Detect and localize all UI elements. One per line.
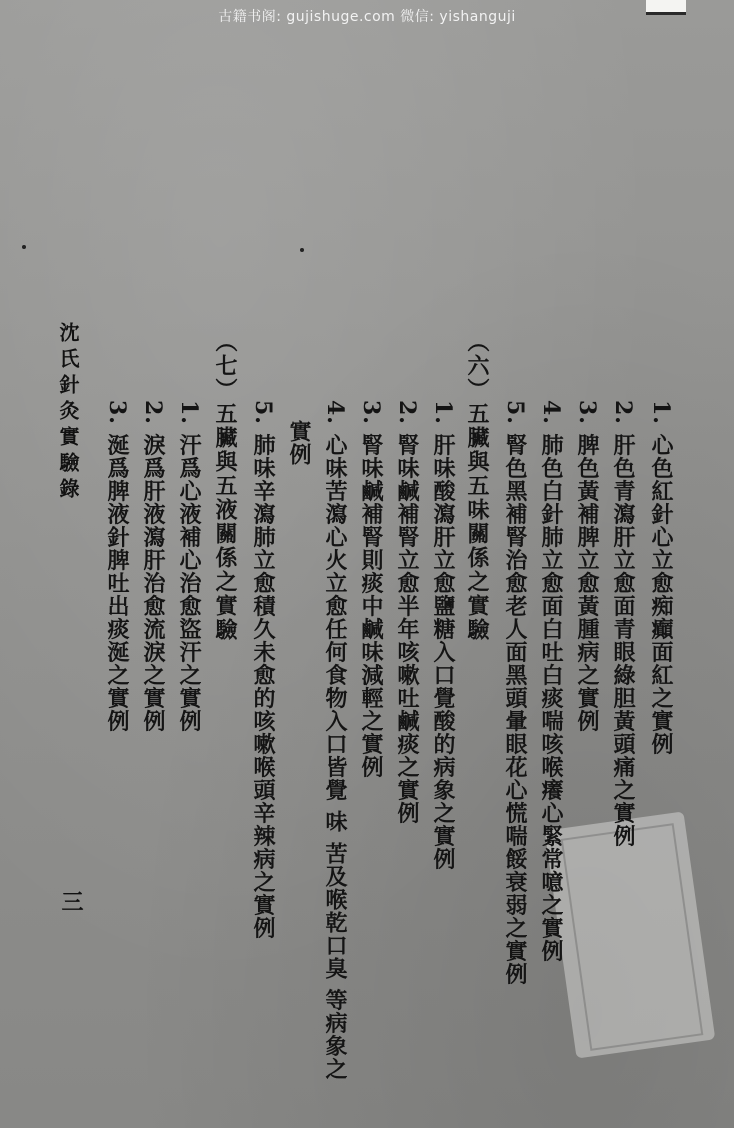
section7-heading: （七）五臟與五液關係之實驗 xyxy=(212,330,238,642)
s5-line-2: 2. 肝色青瀉肝立愈面青眼綠胆黃頭痛之實例 xyxy=(610,400,636,848)
s6-line-2: 2. 腎味鹹補腎立愈半年咳嗽吐鹹痰之實例 xyxy=(394,400,420,825)
book-title: 沈氏針灸實驗錄 xyxy=(56,322,80,504)
section6-heading: （六）五臟與五味關係之實驗 xyxy=(464,330,490,642)
s6-line-3: 3. 腎味鹹補腎則痰中鹹味減輕之實例 xyxy=(358,400,384,779)
ink-spot xyxy=(22,245,26,249)
ink-spot xyxy=(300,248,304,252)
page-tab xyxy=(646,0,686,15)
s7-line-1: 1. 汗爲心液補心治愈盜汗之實例 xyxy=(176,400,202,733)
watermark: 古籍书阁: gujishuge.com 微信: yishanguji xyxy=(218,9,516,25)
s5-line-5: 5. 腎色黑補腎治愈老人面黑頭暈眼花心慌喘餒衰弱之實例 xyxy=(502,400,528,986)
page-number: 三 xyxy=(58,890,84,912)
s6-line-1: 1. 肝味酸瀉肝立愈鹽糖入口覺酸的病象之實例 xyxy=(430,400,456,871)
s6-line-4: 4. 心味苦瀉心火立愈任何食物入口皆覺 味 苦及喉乾口臭 等病象之 xyxy=(322,400,348,1081)
s6-line-4-cont: 實例 xyxy=(286,420,312,466)
s7-line-2: 2. 淚爲肝液瀉肝治愈流淚之實例 xyxy=(140,400,166,733)
s7-line-3: 3. 涎爲脾液針脾吐出痰涎之實例 xyxy=(104,400,130,733)
s5-line-3: 3. 脾色黃補脾立愈黃腫病之實例 xyxy=(574,400,600,733)
s5-line-4: 4. 肺色白針肺立愈面白吐白痰喘咳喉癢心緊常噫之實例 xyxy=(538,400,564,963)
s6-line-5: 5. 肺味辛瀉肺立愈積久未愈的咳嗽喉頭辛辣病之實例 xyxy=(250,400,276,940)
s5-line-1: 1. 心色紅針心立愈痴癲面紅之實例 xyxy=(648,400,674,756)
